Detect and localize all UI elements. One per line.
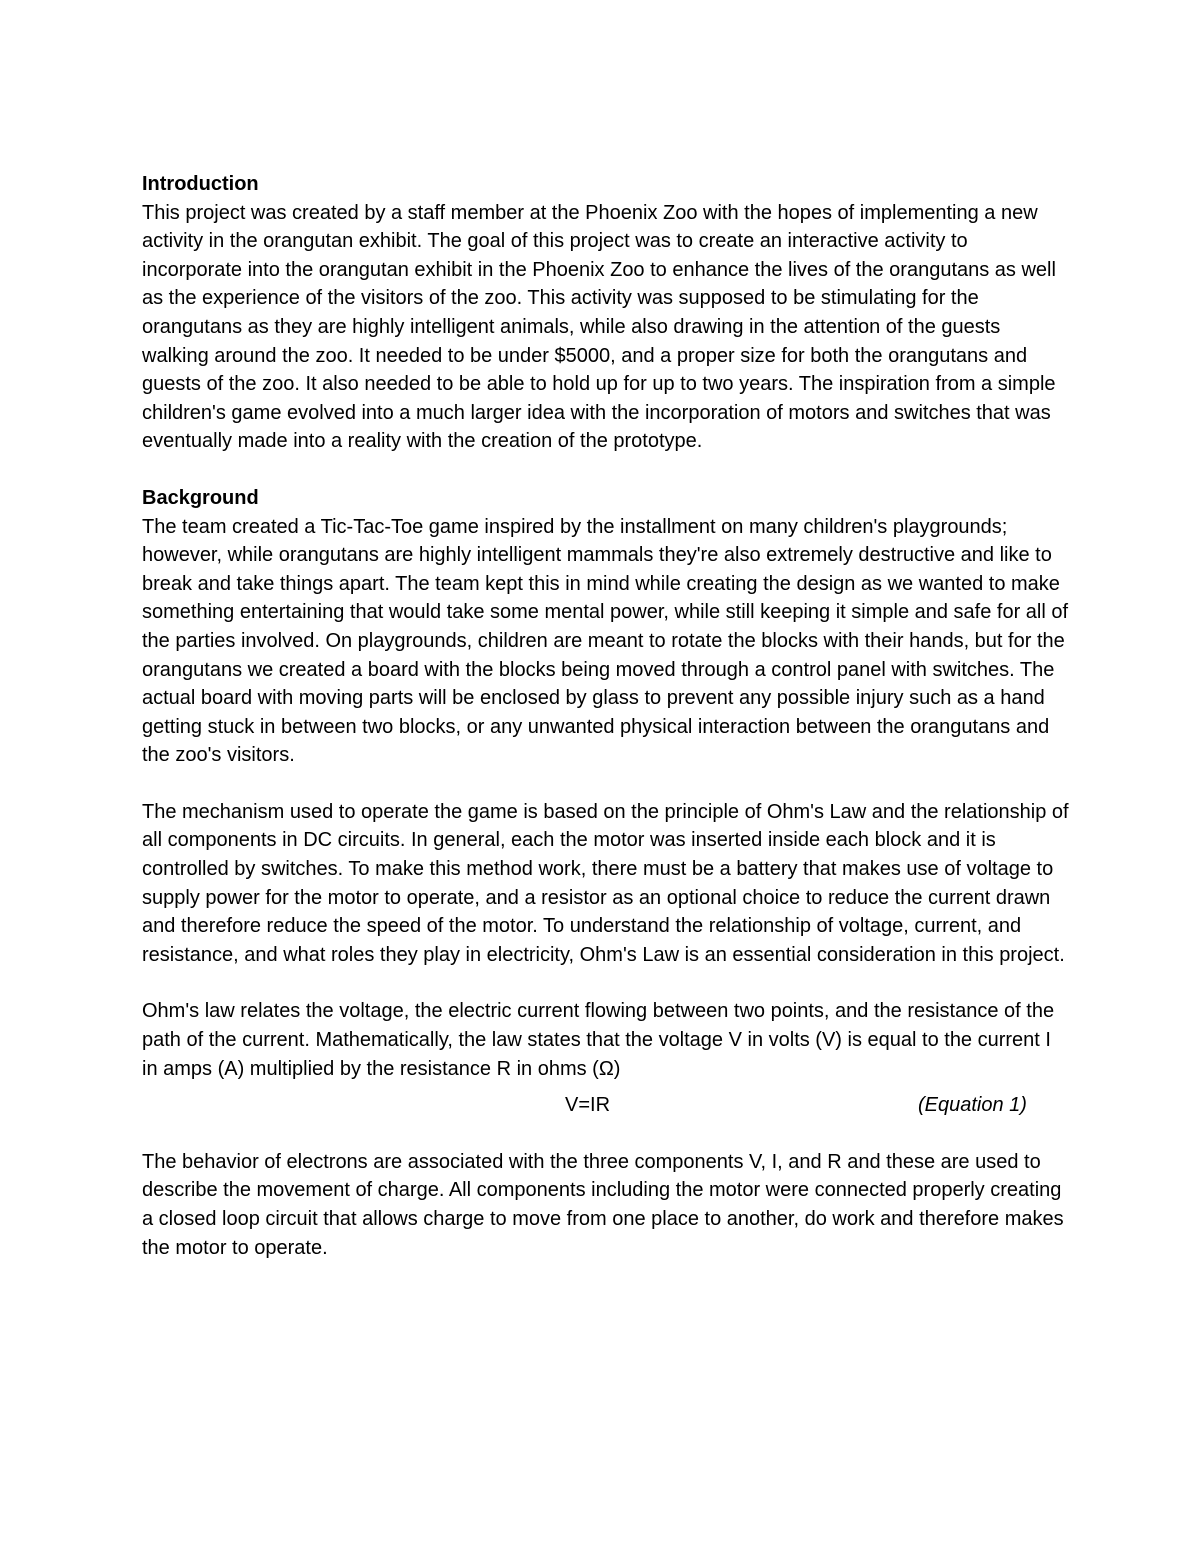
paragraph-spacer <box>142 969 1072 997</box>
equation-formula: V=IR <box>565 1094 611 1117</box>
introduction-heading: Introduction <box>142 173 259 195</box>
background-heading: Background <box>142 486 259 509</box>
background-paragraph-2: The mechanism used to operate the game is based on the principle of Ohm's Law and the relationship of all components in DC circuits. In general, each the motor was inserted inside each block and it is controlled by switches. To make this method work, there must be a battery that makes use of voltage to supply power for the motor to operate, and a resistor as an optional choice to reduce the current drawn and therefore reduce the speed of the motor. To understand the relationship of voltage, current, and resistance, and what roles they play in electricity, Ohm's Law is an essential consideration in this project. <box>142 800 1069 966</box>
paragraph-spacer <box>142 770 1072 798</box>
background-paragraph-3: Ohm's law relates the voltage, the electric current flowing between two points, and the resistance of the path of the current. Mathematically, the law states that the voltage V in volts (V) is equal to the current I in amps (A) multiplied by the resistance R in ohms (Ω) <box>142 1000 1055 1080</box>
equation-row <box>142 1091 1072 1120</box>
background-paragraph-4: The behavior of electrons are associated with the three components V, I, and R and these are used to describe the movement of charge. All components including the motor were connected properly creating a closed loop circuit that allows charge to move from one place to another, do work and therefore makes the motor to operate. <box>142 1150 1064 1259</box>
section-spacer <box>142 456 1072 484</box>
equation-label: (Equation 1) <box>918 1094 1027 1117</box>
background-paragraph-1: The team created a Tic-Tac-Toe game inspired by the installment on many children's playgrounds; however, while orangutans are highly intelligent mammals they're also extremely destructive and like to break and take things apart. The team kept this in mind while creating the design as we wanted to make something entertaining that would take some mental power, while still keeping it simple and safe for all of the parties involved. On playgrounds, children are meant to rotate the blocks with their hands, but for the orangutans we created a board with the blocks being moved through a control panel with switches. The actual board with moving parts will be enclosed by glass to prevent any possible injury such as a hand getting stuck in between two blocks, or any unwanted physical interaction between the orangutans and the zoo's visitors. <box>142 515 1069 767</box>
introduction-paragraph: This project was created by a staff member at the Phoenix Zoo with the hopes of implementing a new activity in the orangutan exhibit. The goal of this project was to create an interactive activity to incorporate into the orangutan exhibit in the Phoenix Zoo to enhance the lives of the orangutans as well as the experience of the visitors of the zoo. This activity was supposed to be stimulating for the orangutans as they are highly intelligent animals, while also drawing in the attention of the guests walking around the zoo. It needed to be under $5000, and a proper size for both the orangutans and guests of the zoo. It also needed to be able to hold up for up to two years. The inspiration from a simple children's game evolved into a much larger idea with the incorporation of motors and switches that was eventually made into a reality with the creation of the prototype. <box>142 201 1056 453</box>
document-body <box>142 170 1072 1262</box>
paragraph-spacer <box>142 1120 1072 1148</box>
